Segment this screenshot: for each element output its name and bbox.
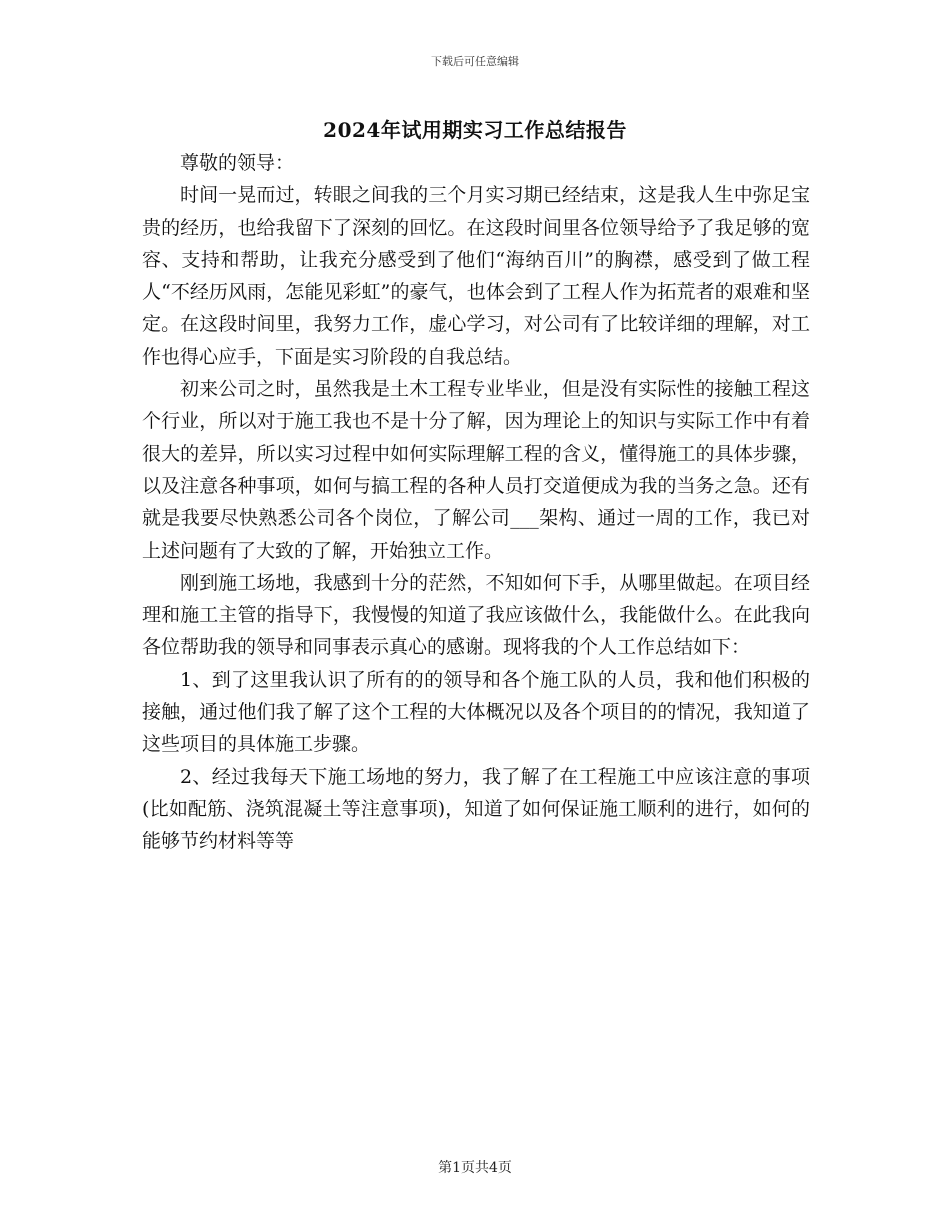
header-note: 下载后可任意编辑 <box>431 55 519 68</box>
page-number: 第1页共4页 <box>438 1160 512 1176</box>
salutation: 尊敬的领导： <box>180 152 295 174</box>
paragraph-1: 时间一晃而过，转眼之间我的三个月实习期已经结束，这是我人生中弥足宝贵的经历，也给我留下了深刻的回忆。在这段时间里各位领导给予了我足够的宽容、支持和帮助，让我充分感受到了他们“海纳百川”的胸襟，感受到了做工程人“不经历风雨，怎能见彩虹”的豪气，也体会到了工程人作为拓荒者的艰难和坚定。在这段时间里，我努力工作，虚心学习，对公司有了比较详细的理解，对工作也得心应手，下面是实习阶段的自我总结。 <box>142 184 810 368</box>
paragraph-2: 初来公司之时，虽然我是土木工程专业毕业，但是没有实际性的接触工程这个行业，所以对于施工我也不是十分了解，因为理论上的知识与实际工作中有着很大的差异，所以实习过程中如何实际理解工程的含义，懂得施工的具体步骤，以及注意各种事项，如何与搞工程的各种人员打交道便成为我的当务之急。还有就是我要尽快熟悉公司各个岗位，了解公司___架构、通过一周的工作，我已对上述问题有了大致的了解，开始独立工作。 <box>142 378 810 562</box>
paragraph-4: 1、到了这里我认识了所有的的领导和各个施工队的人员，我和他们积极的接触，通过他们我了解了这个工程的大体概况以及各个项目的的情况，我知道了这些项目的具体施工步骤。 <box>142 668 810 756</box>
document-body <box>142 147 810 858</box>
paragraph-3: 刚到施工场地，我感到十分的茫然，不知如何下手，从哪里做起。在项目经理和施工主管的指导下，我慢慢的知道了我应该做什么，我能做什么。在此我向各位帮助我的领导和同事表示真心的感谢。现将我的个人工作总结如下： <box>142 571 810 659</box>
document-title: 2024年试用期实习工作总结报告 <box>323 118 627 142</box>
paragraph-5: 2、经过我每天下施工场地的努力，我了解了在工程施工中应该注意的事项(比如配筋、浇筑混凝土等注意事项)，知道了如何保证施工顺利的进行，如何的能够节约材料等等 <box>142 765 810 853</box>
